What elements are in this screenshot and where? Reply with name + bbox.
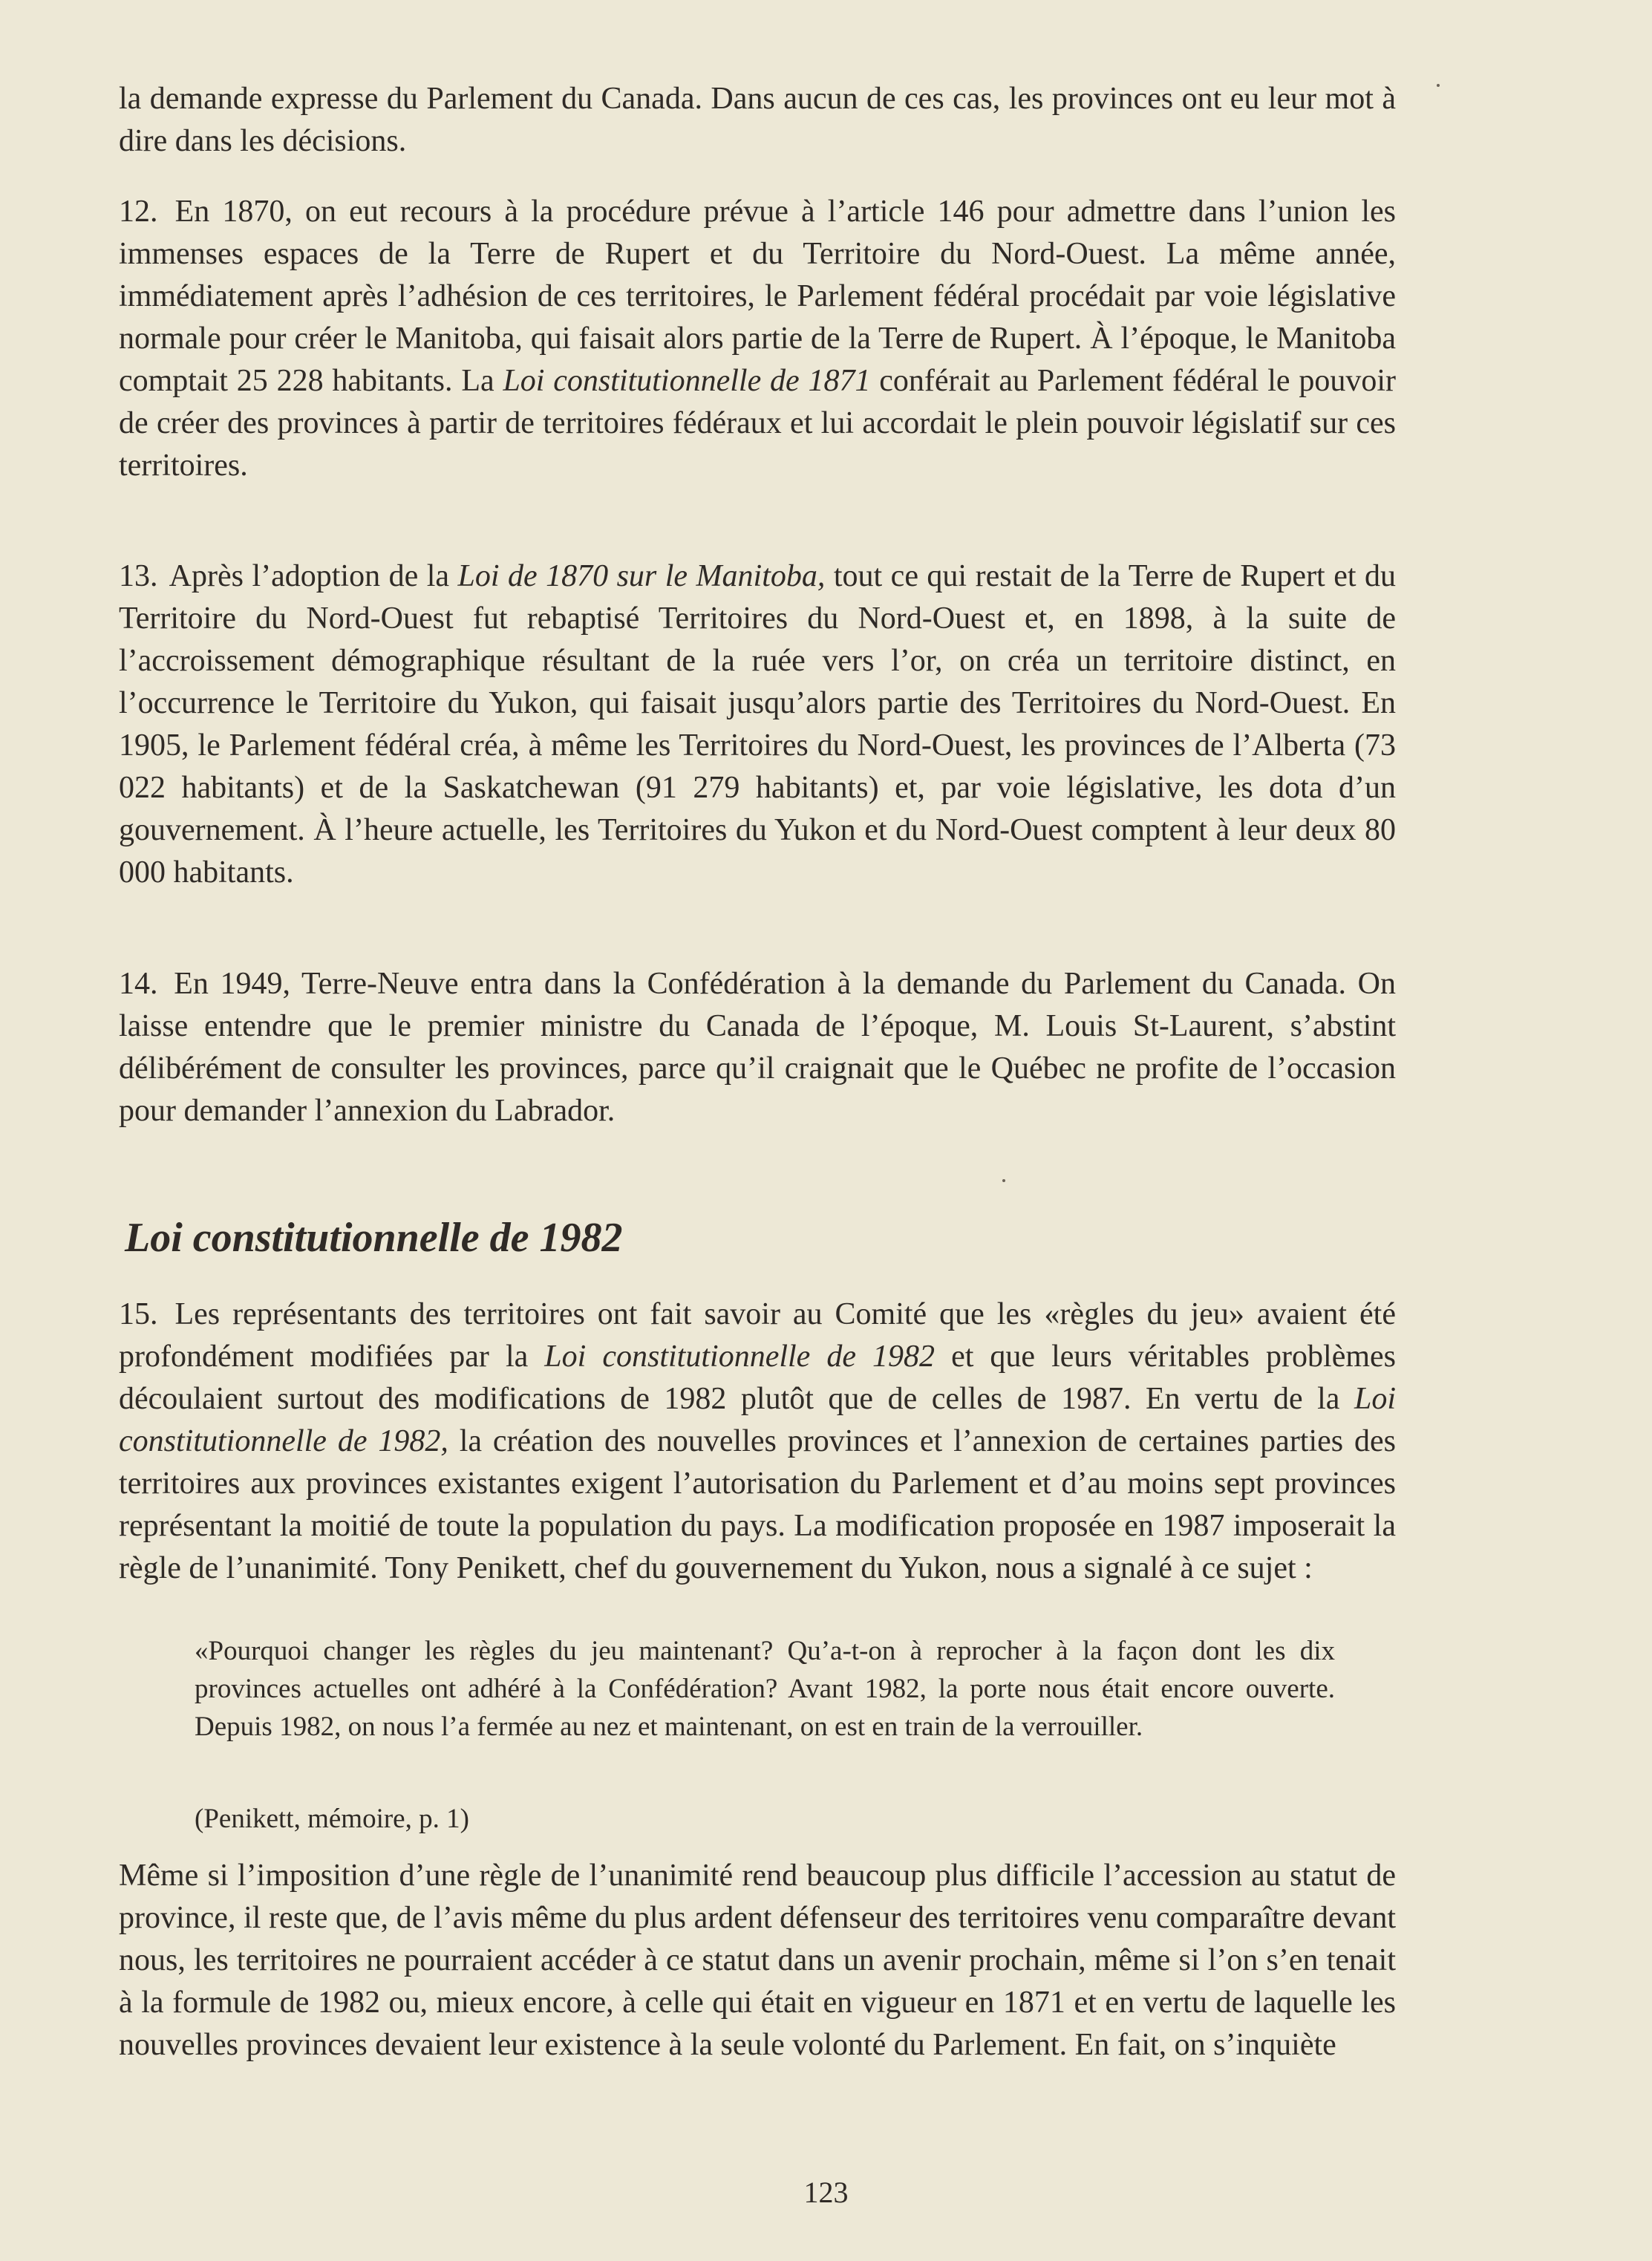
intro-paragraph xyxy=(119,78,1396,163)
paragraph-12-italic-1: Loi constitutionnelle de 1871 xyxy=(503,364,871,398)
paragraph-13 xyxy=(119,555,1396,894)
quote-source: (Penikett, mémoire, p. 1) xyxy=(195,1804,469,1834)
closing-text: Même si l’imposition d’une règle de l’unanimité rend beaucoup plus difficile l’accession au statut de province, il reste que, de l’avis même du plus ardent défenseur des territoires venu comparaître devant nous, les territoires ne pourraient accéder à ce statut dans un avenir prochain, même si l’on s’en tenait à la formule de 1982 ou, mieux encore, à celle qui était en vigueur en 1871 et en vertu de laquelle les nouvelles provinces devaient leur existence à la seule volonté du Parlement. En fait, on s’inquiète xyxy=(119,1859,1396,2062)
paragraph-13-text-2: tout ce qui restait de la Terre de Rupert et du Territoire du Nord-Ouest fut rebaptisé Territoires du Nord-Ouest et, en 1898, à la suite de l’accroissement démographique résultant de la ruée vers l’or, on créa un territoire distinct, en l’occurrence le Territoire du Yukon, qui faisait jusqu’alors partie des Territoires du Nord-Ouest. En 1905, le Parlement fédéral créa, à même les Territoires du Nord-Ouest, les provinces de l’Alberta (73 022 habitants) et de la Saskatchewan (91 279 habitants) et, par voie législative, les dota d’un gouvernement. À l’heure actuelle, les Territoires du Yukon et du Nord-Ouest comptent à leur deux 80 000 habitants. xyxy=(119,559,1396,890)
block-quote: «Pourquoi changer les règles du jeu maintenant? Qu’a-t-on à reprocher à la façon dont les dix provinces actuelles ont adhéré à la Confédération? Avant 1982, la porte nous était encore ouverte. Depuis 1982, on nous l’a fermée au nez et maintenant, on est en train de la verrouiller. xyxy=(195,1636,1335,1742)
paragraph-12 xyxy=(119,191,1396,487)
paragraph-15-number: 15. xyxy=(119,1297,158,1331)
paragraph-14 xyxy=(119,963,1396,1132)
paragraph-14-text: En 1949, Terre-Neuve entra dans la Confédération à la demande du Parlement du Canada. On laisse entendre que le premier ministre du Canada de l’époque, M. Louis St-Laurent, s’abstint délibérément de consulter les provinces, parce qu’il craignait que le Québec ne profite de l’occasion pour demander l’annexion du Labrador. xyxy=(119,967,1396,1128)
page-number: 123 xyxy=(803,2176,849,2209)
paragraph-13-italic-1: Loi de 1870 sur le Manitoba, xyxy=(457,559,826,593)
scan-speck xyxy=(1002,1179,1005,1182)
scan-speck xyxy=(1437,84,1440,87)
intro-text: la demande expresse du Parlement du Canada. Dans aucun de ces cas, les provinces ont eu leur mot à dire dans les décisions. xyxy=(119,82,1396,158)
paragraph-15-italic-1: Loi constitutionnelle de 1982 xyxy=(544,1340,936,1374)
paragraph-15-text-1: Les représentants des territoires ont fait savoir au Comité que les «règles du jeu» avaient été profondément modifiées par la xyxy=(119,1297,1396,1374)
paragraph-13-number: 13. xyxy=(119,559,158,593)
paragraph-12-text-1: En 1870, on eut recours à la procédure prévue à l’article 146 pour admettre dans l’union les immenses espaces de la Terre de Rupert et du Territoire du Nord-Ouest. La même année, immédiatement après l’adhésion de ces territoires, le Parlement fédéral procédait par voie législative normale pour créer le Manitoba, qui faisait alors partie de la Terre de Rupert. À l’époque, le Manitoba comptait 25 228 habitants. La xyxy=(119,195,1396,398)
paragraph-15-text-2: et que leurs véritables problèmes découlaient surtout des modifications de 1982 plutôt que de celles de 1987. En vertu de la xyxy=(119,1340,1397,1416)
paragraph-15 xyxy=(119,1293,1396,1590)
paragraph-12-text-2: conférait au Parlement fédéral le pouvoir de créer des provinces à partir de territoires fédéraux et lui accordait le plein pouvoir législatif sur ces territoires. xyxy=(119,364,1397,483)
paragraph-12-number: 12. xyxy=(119,195,158,229)
section-heading: Loi constitutionnelle de 1982 xyxy=(125,1215,623,1261)
paragraph-14-number: 14. xyxy=(119,967,158,1001)
paragraph-15-text-3: la création des nouvelles provinces et l’annexion de certaines parties des territoires aux provinces existantes exigent l’autorisation du Parlement et d’au moins sept provinces représentant la moitié de toute la population du pays. La modification proposée en 1987 imposerait la règle de l’unanimité. Tony Penikett, chef du gouvernement du Yukon, nous a signalé à ce sujet : xyxy=(119,1424,1396,1585)
paragraph-15-italic-2: Loi constitutionnelle de 1982, xyxy=(119,1382,1396,1458)
closing-paragraph xyxy=(119,1855,1396,2066)
paragraph-13-text-1: Après l’adoption de la xyxy=(169,559,458,593)
